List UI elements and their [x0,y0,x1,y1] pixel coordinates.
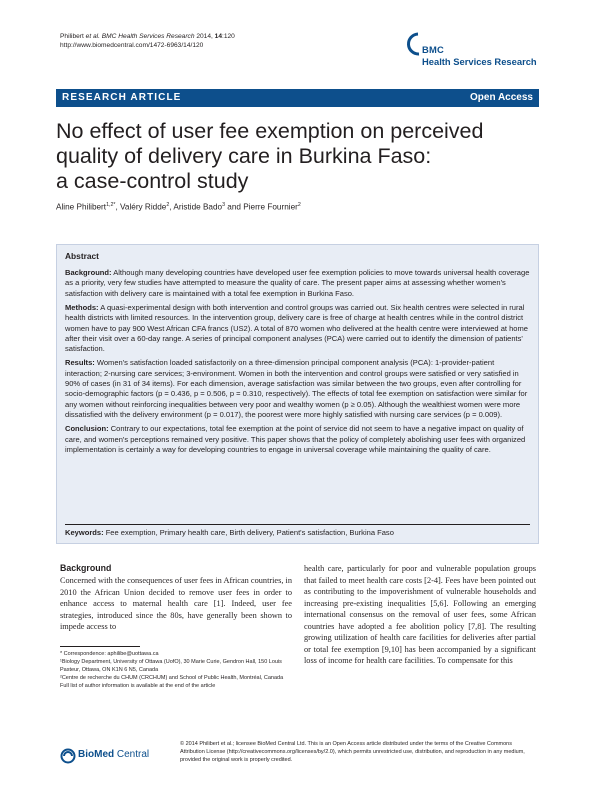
abstract-methods [65,303,531,355]
section-heading-background: Background [60,563,112,573]
abstract-section-label: Results: [65,358,95,368]
citation-volume: 14 [214,33,223,40]
citation-journal: et al. BMC Health Services Research [85,33,195,40]
publisher-name [78,749,149,760]
running-header [60,32,235,50]
article-type-banner [56,89,539,107]
article-url[interactable]: http://www.biomedcentral.com/1472-6963/14/120 [60,42,204,50]
abstract-section-label: Methods: [65,302,99,312]
copyright-notice: © 2014 Philibert et al.; licensee BioMed Central Ltd. This is an Open Access article distributed under the terms of the Creative Commons Attribution License (http://creativecommons.org/licenses/by/2.0), which permits unrestricted use, distribution, and reproduction in any medium, provided the original work is properly credited. [180,741,525,764]
abstract-results [65,358,531,420]
abstract-section-text: Contrary to our expectations, total fee exemption at the point of service did not seem to have a negative impact on quality of care, and women's perceptions remained very positive. This paper shows that the policy of completely abolishing user fees with organized implementation is certainly a way for developing countries to engage in universal coverage while maintaining the quality of care. [65,424,526,454]
abstract-background [65,268,531,299]
journal-logo-name: Health Services Research [422,56,537,67]
abstract-section-label: Background: [65,268,112,277]
author-list [56,202,301,212]
citation-page: :120 [222,33,235,40]
keywords [65,528,394,537]
author-name: Aline Philibert [56,202,107,212]
article-title [56,119,536,194]
affiliation-note: ²Centre de recherche du CHUM (CRCHUM) and School of Public Health, Montréal, Canada [60,675,284,682]
journal-logo-bmc: BMC [422,44,444,55]
citation-authors: Philibert [60,33,86,40]
abstract-section-label: Conclusion: [65,424,109,434]
biomed-central-swirl-icon [60,748,76,764]
footnote-divider [60,646,140,647]
citation-year: 2014, [194,33,215,40]
article-type-label: RESEARCH ARTICLE [62,92,182,103]
keywords-text: Fee exemption, Primary health care, Birth delivery, Patient's satisfaction, Burkina Faso [103,528,394,537]
title-line: a case-control study [56,169,249,193]
abstract-conclusion [65,424,531,455]
footnotes [60,650,292,690]
publisher-name-rest: Central [114,749,150,760]
publisher-logo [60,748,172,764]
bmc-arc-icon [402,32,422,56]
author-affiliation-mark: 2 [297,202,301,208]
abstract-section-text: Although many developing countries have developed user fee exemption policies to move towards universal health coverage as a priority, very few studies have attempted to measure the quality of care. The present paper aims at assessing whether women's satisfaction with delivery care is maintained with a total fee exemption in Burkina Faso. [65,268,530,298]
abstract-box [56,244,539,544]
author-name: , Valéry Ridde [115,202,167,212]
author-name: , Aristide Bado [169,202,223,212]
abstract-section-text: Women's satisfaction loaded satisfactorily on a three-dimension principal component analysis (PCA): 1-provider-patient interaction; 2-nursing care services; 3-environment. Women in both the intervention and control groups were satisfied or very satisfied in 90% of cases (in 31 of 34 items). For each dimension, average satisfaction was similar between the two groups, even after controlling for socio-demographic factors (p = 0.436, p = 0.506, p = 0.310, respectively). The effects of total fee exemption on satisfaction were similar for any women without reinforcing inequalities between very poor and wealthy women (p ≥ 0.05). Although the wealthiest women were more dissatisfied with the delivery environment (p = 0.017), the poorest were more highly satisfied with nursing care services (p = 0.009). [65,358,528,420]
author-affiliation-mark: 1,2* [106,202,116,208]
journal-logo [402,32,542,72]
body-column-right: health care, particularly for poor and vulnerable population groups that failed to meet health care costs [2-4]. Fees have been pointed out as contributing to the impoverishment of vulnerable households and increasing pre-existing inequalities [5,6]. Following an emerging international consensus on the removal of user fees, some African countries have adopted a fee abolition policy [7,8]. The resulting growing utilization of health care facilities for deliveries after partial or total fee exemption [9,10] has been accompanied by a significant loss of income for health care facilities. To compensate for this [304,564,536,666]
author-info-note: Full list of author information is available at the end of the article [60,683,216,690]
publisher-name-bold: BioMed [78,749,115,760]
citation-line [60,32,235,41]
title-line: quality of delivery care in Burkina Faso: [56,144,432,168]
abstract-heading: Abstract [65,251,99,261]
keywords-divider [65,524,530,525]
keywords-label: Keywords: [65,528,104,537]
affiliation-note: ¹Biology Department, University of Ottawa (UofO), 30 Marie Curie, Gendron Hall, 150 Louis Pasteur, Ottawa, ON K1N 6 N5, Canada [60,659,282,674]
abstract-section-text: A quasi-experimental design with both intervention and control groups was carried out. Six health centres were selected in rural health districts with limited resources. In the intervention group, delivery care is free of charge at health centres while in the control district women have to pay 900 West African CFA francs (US2). A total of 870 women who delivered at the health centre were interviewed at home after their visit over a 60-day range. A series of principal component analyses (PCA) were carried out to identify the dimension of patients' satisfaction. [65,302,528,354]
author-name: and Pierre Fournier [225,202,298,212]
body-column-left: Concerned with the consequences of user fees in African countries, in 2010 the African Union decided to remove user fees in order to enhance access to maternal health care [1]. Indeed, user fee strategies, introduced since the 80s, have generally been shown to impede access to [60,576,292,632]
open-access-label: Open Access [470,92,533,103]
title-line: No effect of user fee exemption on perceived [56,119,484,143]
author-affiliation-mark: 3 [222,202,226,208]
abstract-body [65,268,531,459]
author-affiliation-mark: 2 [166,202,170,208]
correspondence-note: * Correspondence: aphilibe@uottawa.ca [60,651,159,657]
